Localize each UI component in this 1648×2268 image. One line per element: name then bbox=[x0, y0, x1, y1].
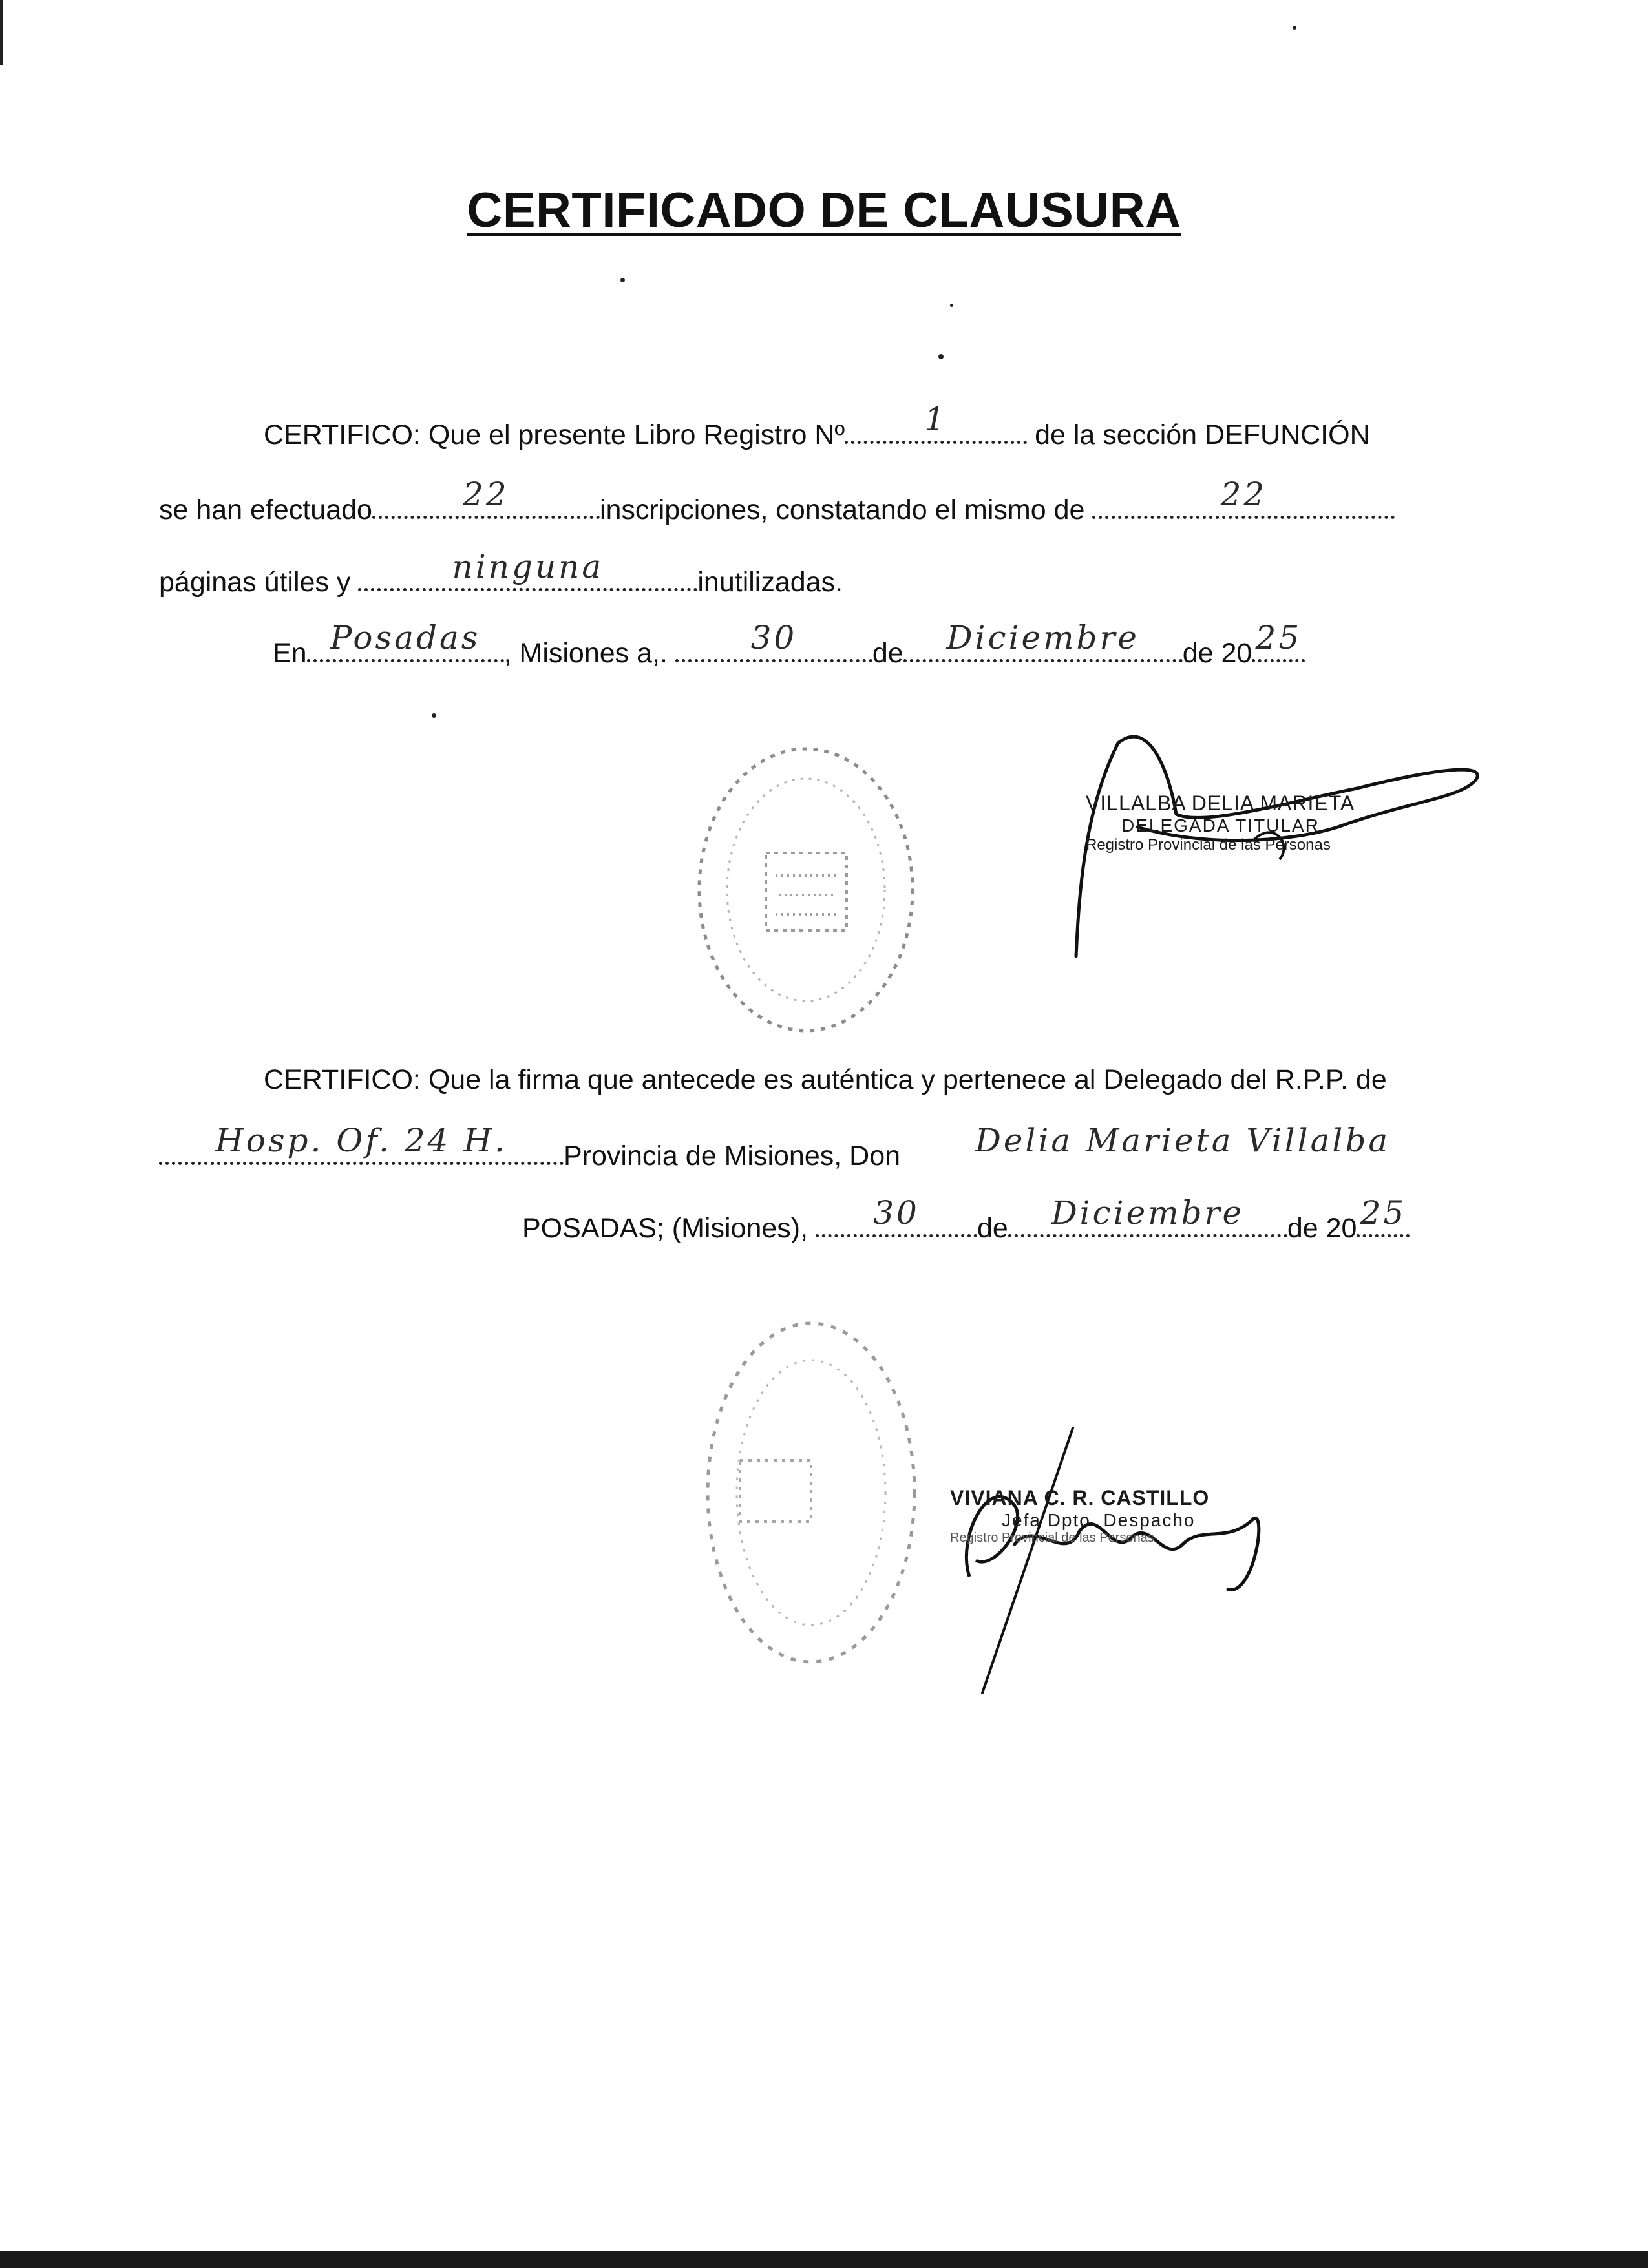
paginas-utiles-field bbox=[1092, 476, 1395, 519]
don-handwritten: Delia Marieta Villalba bbox=[975, 1122, 1391, 1159]
dia-field bbox=[675, 619, 872, 662]
inscripciones-field bbox=[372, 476, 600, 519]
paginas-utiles-handwritten: 22 bbox=[1220, 476, 1267, 513]
cert-line-2 bbox=[159, 476, 1395, 525]
provincia-label: Provincia de Misiones, Don bbox=[564, 1140, 901, 1171]
mes-field bbox=[903, 619, 1183, 662]
cert2-line-1 bbox=[264, 1066, 1387, 1094]
lugar-field bbox=[307, 619, 504, 662]
libro-number-handwritten: 1 bbox=[924, 401, 948, 438]
inscripciones-handwritten: 22 bbox=[463, 476, 509, 513]
page-title: CERTIFICADO DE CLAUSURA bbox=[467, 183, 1181, 238]
inutilizadas-label: inutilizadas. bbox=[697, 567, 843, 598]
cert2-line-2 bbox=[159, 1122, 1457, 1171]
posadas-label: POSADAS; (Misiones), bbox=[522, 1213, 808, 1244]
signature-2-block bbox=[950, 1486, 1209, 1546]
signature-2-office: Registro Provincial de las Personas bbox=[950, 1531, 1154, 1545]
cert-line-3 bbox=[159, 548, 843, 598]
signature-1-block bbox=[1086, 792, 1355, 854]
official-seal-stamp bbox=[688, 737, 924, 1044]
ink-speck bbox=[1293, 26, 1296, 30]
seccion-label: de la sección DEFUNCIÓN bbox=[1035, 419, 1370, 450]
inutilizadas-field bbox=[358, 548, 697, 591]
ink-speck bbox=[620, 278, 625, 282]
dia-handwritten: 30 bbox=[750, 619, 798, 656]
ink-speck bbox=[950, 304, 953, 307]
mes2-field bbox=[1008, 1194, 1287, 1237]
anio2-field bbox=[1357, 1194, 1410, 1237]
ink-speck bbox=[432, 713, 436, 718]
cert-line-1 bbox=[264, 401, 1370, 450]
de-label: de bbox=[872, 638, 903, 669]
ink-speck bbox=[938, 354, 944, 359]
official-seal-stamp-2 bbox=[695, 1312, 927, 1674]
signature-1-role: DELEGADA TITULAR bbox=[1121, 815, 1320, 835]
cert2-line-3 bbox=[522, 1194, 1410, 1244]
signature-2-role: Jefa Dpto. Despacho bbox=[1002, 1510, 1196, 1530]
signature-1-scrawl bbox=[1060, 730, 1499, 979]
scan-bottom-edge bbox=[0, 2251, 1648, 2268]
en-label: En bbox=[273, 638, 307, 669]
paginas-label: páginas útiles y bbox=[159, 567, 351, 598]
anio-field bbox=[1252, 619, 1305, 662]
mes2-handwritten: Diciembre bbox=[1051, 1194, 1245, 1232]
delegacion-field bbox=[159, 1122, 564, 1165]
anio2-label: de 20 bbox=[1287, 1213, 1357, 1244]
anio2-handwritten: 25 bbox=[1360, 1194, 1407, 1232]
firma-autentica-label: CERTIFICO: Que la firma que antecede es auténtica y pertenece al Delegado del R.P.P. de bbox=[264, 1064, 1387, 1095]
inscripciones-label: inscripciones, constatando el mismo de bbox=[599, 494, 1085, 525]
anio-label: de 20 bbox=[1182, 638, 1252, 669]
misiones-label: , Misiones a,. bbox=[503, 638, 668, 669]
libro-number-field bbox=[845, 401, 1027, 444]
signature-1-office: Registro Provincial de las Personas bbox=[1086, 836, 1331, 854]
signature-2-name: VIVIANA C. R. CASTILLO bbox=[950, 1486, 1210, 1509]
don-field bbox=[908, 1122, 1457, 1165]
mes-handwritten: Diciembre bbox=[946, 619, 1140, 656]
delegacion-handwritten: Hosp. Of. 24 H. bbox=[215, 1122, 507, 1159]
signature-2-scrawl bbox=[918, 1415, 1305, 1703]
lugar-handwritten: Posadas bbox=[330, 619, 481, 656]
efectuado-label: se han efectuado bbox=[159, 494, 372, 525]
signature-1-name: VILLALBA DELIA MARIETA bbox=[1086, 792, 1355, 815]
libro-label: CERTIFICO: Que el presente Libro Registro Nº bbox=[264, 419, 845, 450]
cert-line-4 bbox=[273, 619, 1305, 669]
de2-label: de bbox=[977, 1213, 1008, 1244]
dia2-handwritten: 30 bbox=[873, 1194, 920, 1232]
page-edge bbox=[0, 0, 3, 65]
inutilizadas-handwritten: ninguna bbox=[452, 548, 604, 585]
anio-handwritten: 25 bbox=[1255, 619, 1302, 656]
dia2-field bbox=[816, 1194, 977, 1237]
